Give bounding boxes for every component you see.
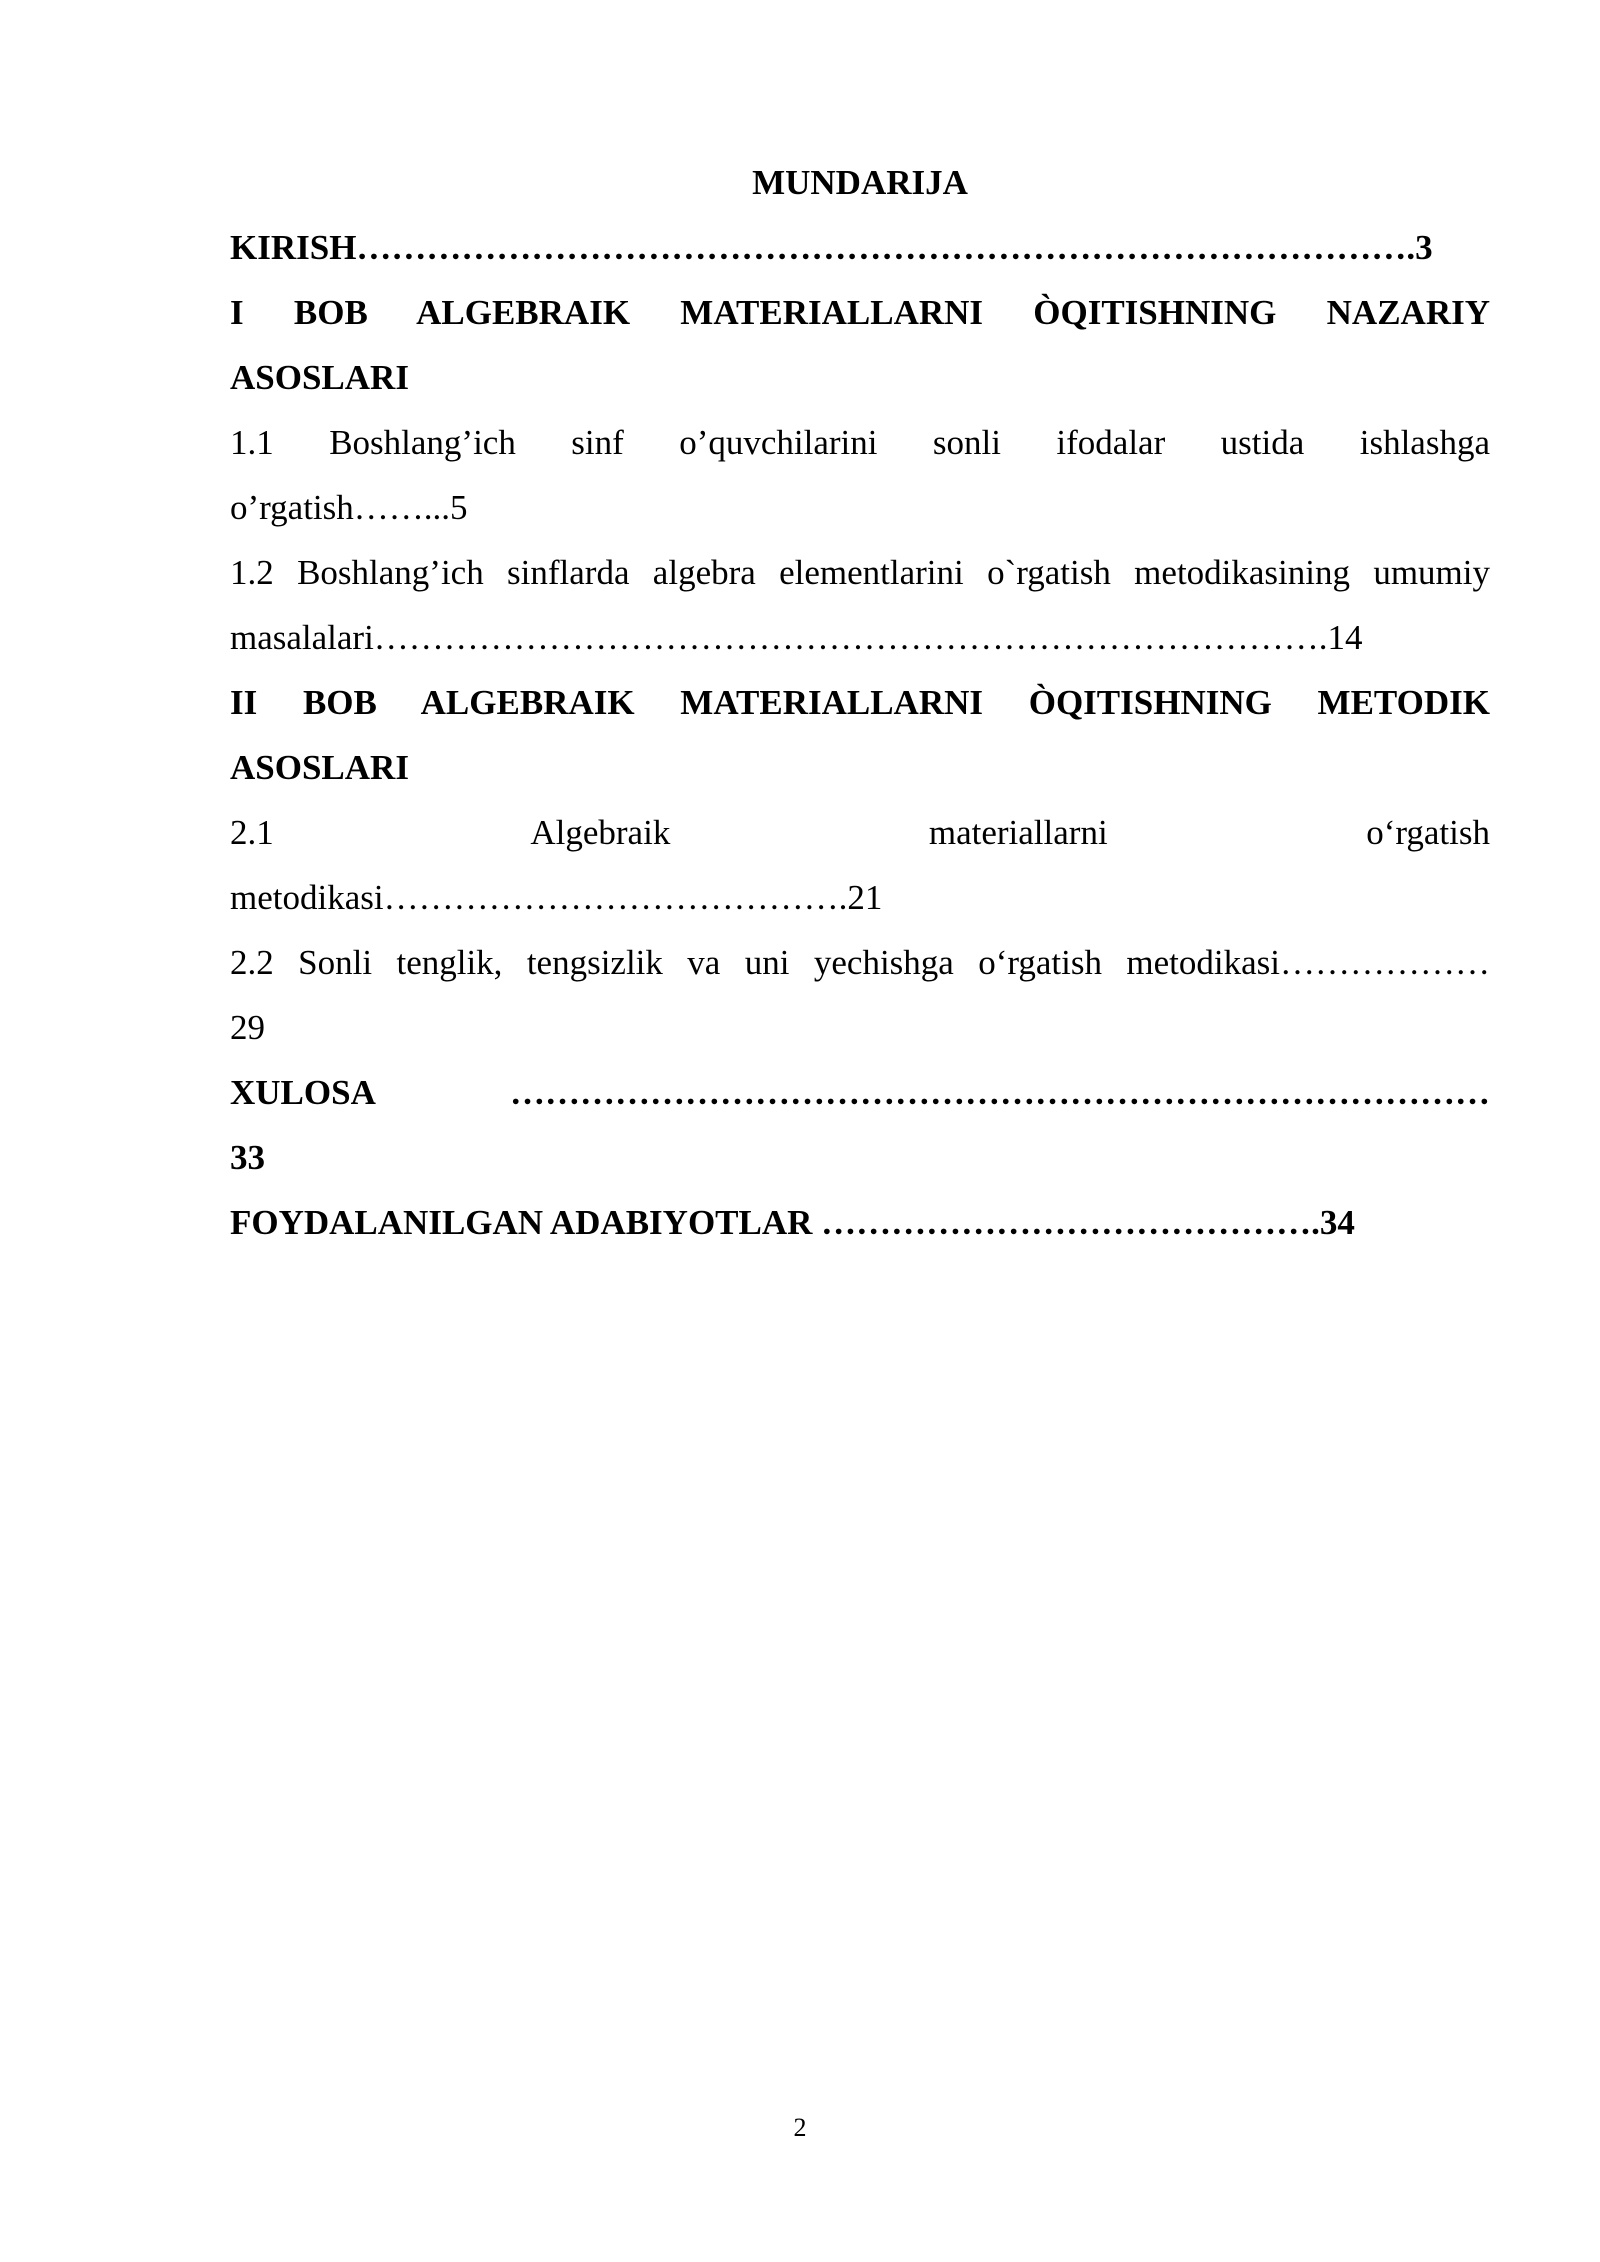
toc-entry-bob-1 (230, 280, 1490, 410)
toc-entry-section-1-1 (230, 410, 1490, 540)
toc-line: 29 (230, 1008, 265, 1047)
toc-entry-adabiyotlar (230, 1190, 1490, 1255)
toc-entry-xulosa (230, 1060, 1490, 1190)
toc-line: KIRISH……………………………………………………………………………….3 (230, 228, 1433, 267)
toc-entry-kirish (230, 215, 1490, 280)
toc-line: masalalari……………………………………………………………………….14 (230, 618, 1363, 657)
toc-line: 33 (230, 1138, 265, 1177)
toc-line: I BOB ALGEBRAIK MATERIALLARNI ÒQITISHNING NAZARIY (230, 293, 1490, 332)
toc-title: MUNDARIJA (752, 163, 968, 202)
toc-line: 1.2 Boshlang’ich sinflarda algebra elementlarini o`rgatish metodikasining umumiy (230, 553, 1490, 592)
toc-line: ASOSLARI (230, 748, 409, 787)
toc-line: ASOSLARI (230, 358, 409, 397)
toc-line: o’rgatish……...5 (230, 488, 468, 527)
toc-line: 2.2 Sonli tenglik, tengsizlik va uni yechishga o‘rgatish metodikasi……………… (230, 943, 1490, 982)
table-of-contents (230, 150, 1490, 1255)
toc-entry-bob-2 (230, 670, 1490, 800)
toc-line: metodikasi………………………………….21 (230, 878, 883, 917)
toc-entry-section-2-1 (230, 800, 1490, 930)
toc-line: FOYDALANILGAN ADABIYOTLAR …………………………………….34 (230, 1203, 1355, 1242)
toc-entry-section-2-2 (230, 930, 1490, 1060)
toc-line: 1.1 Boshlang’ich sinf o’quvchilarini sonli ifodalar ustida ishlashga (230, 423, 1490, 462)
page-number: 2 (793, 2113, 807, 2142)
toc-entry-section-1-2 (230, 540, 1490, 670)
toc-line: II BOB ALGEBRAIK MATERIALLARNI ÒQITISHNING METODIK (230, 683, 1490, 722)
toc-line: XULOSA ………………………………………………………………………… (230, 1073, 1490, 1112)
toc-line: 2.1 Algebraik materiallarni o‘rgatish (230, 813, 1490, 852)
